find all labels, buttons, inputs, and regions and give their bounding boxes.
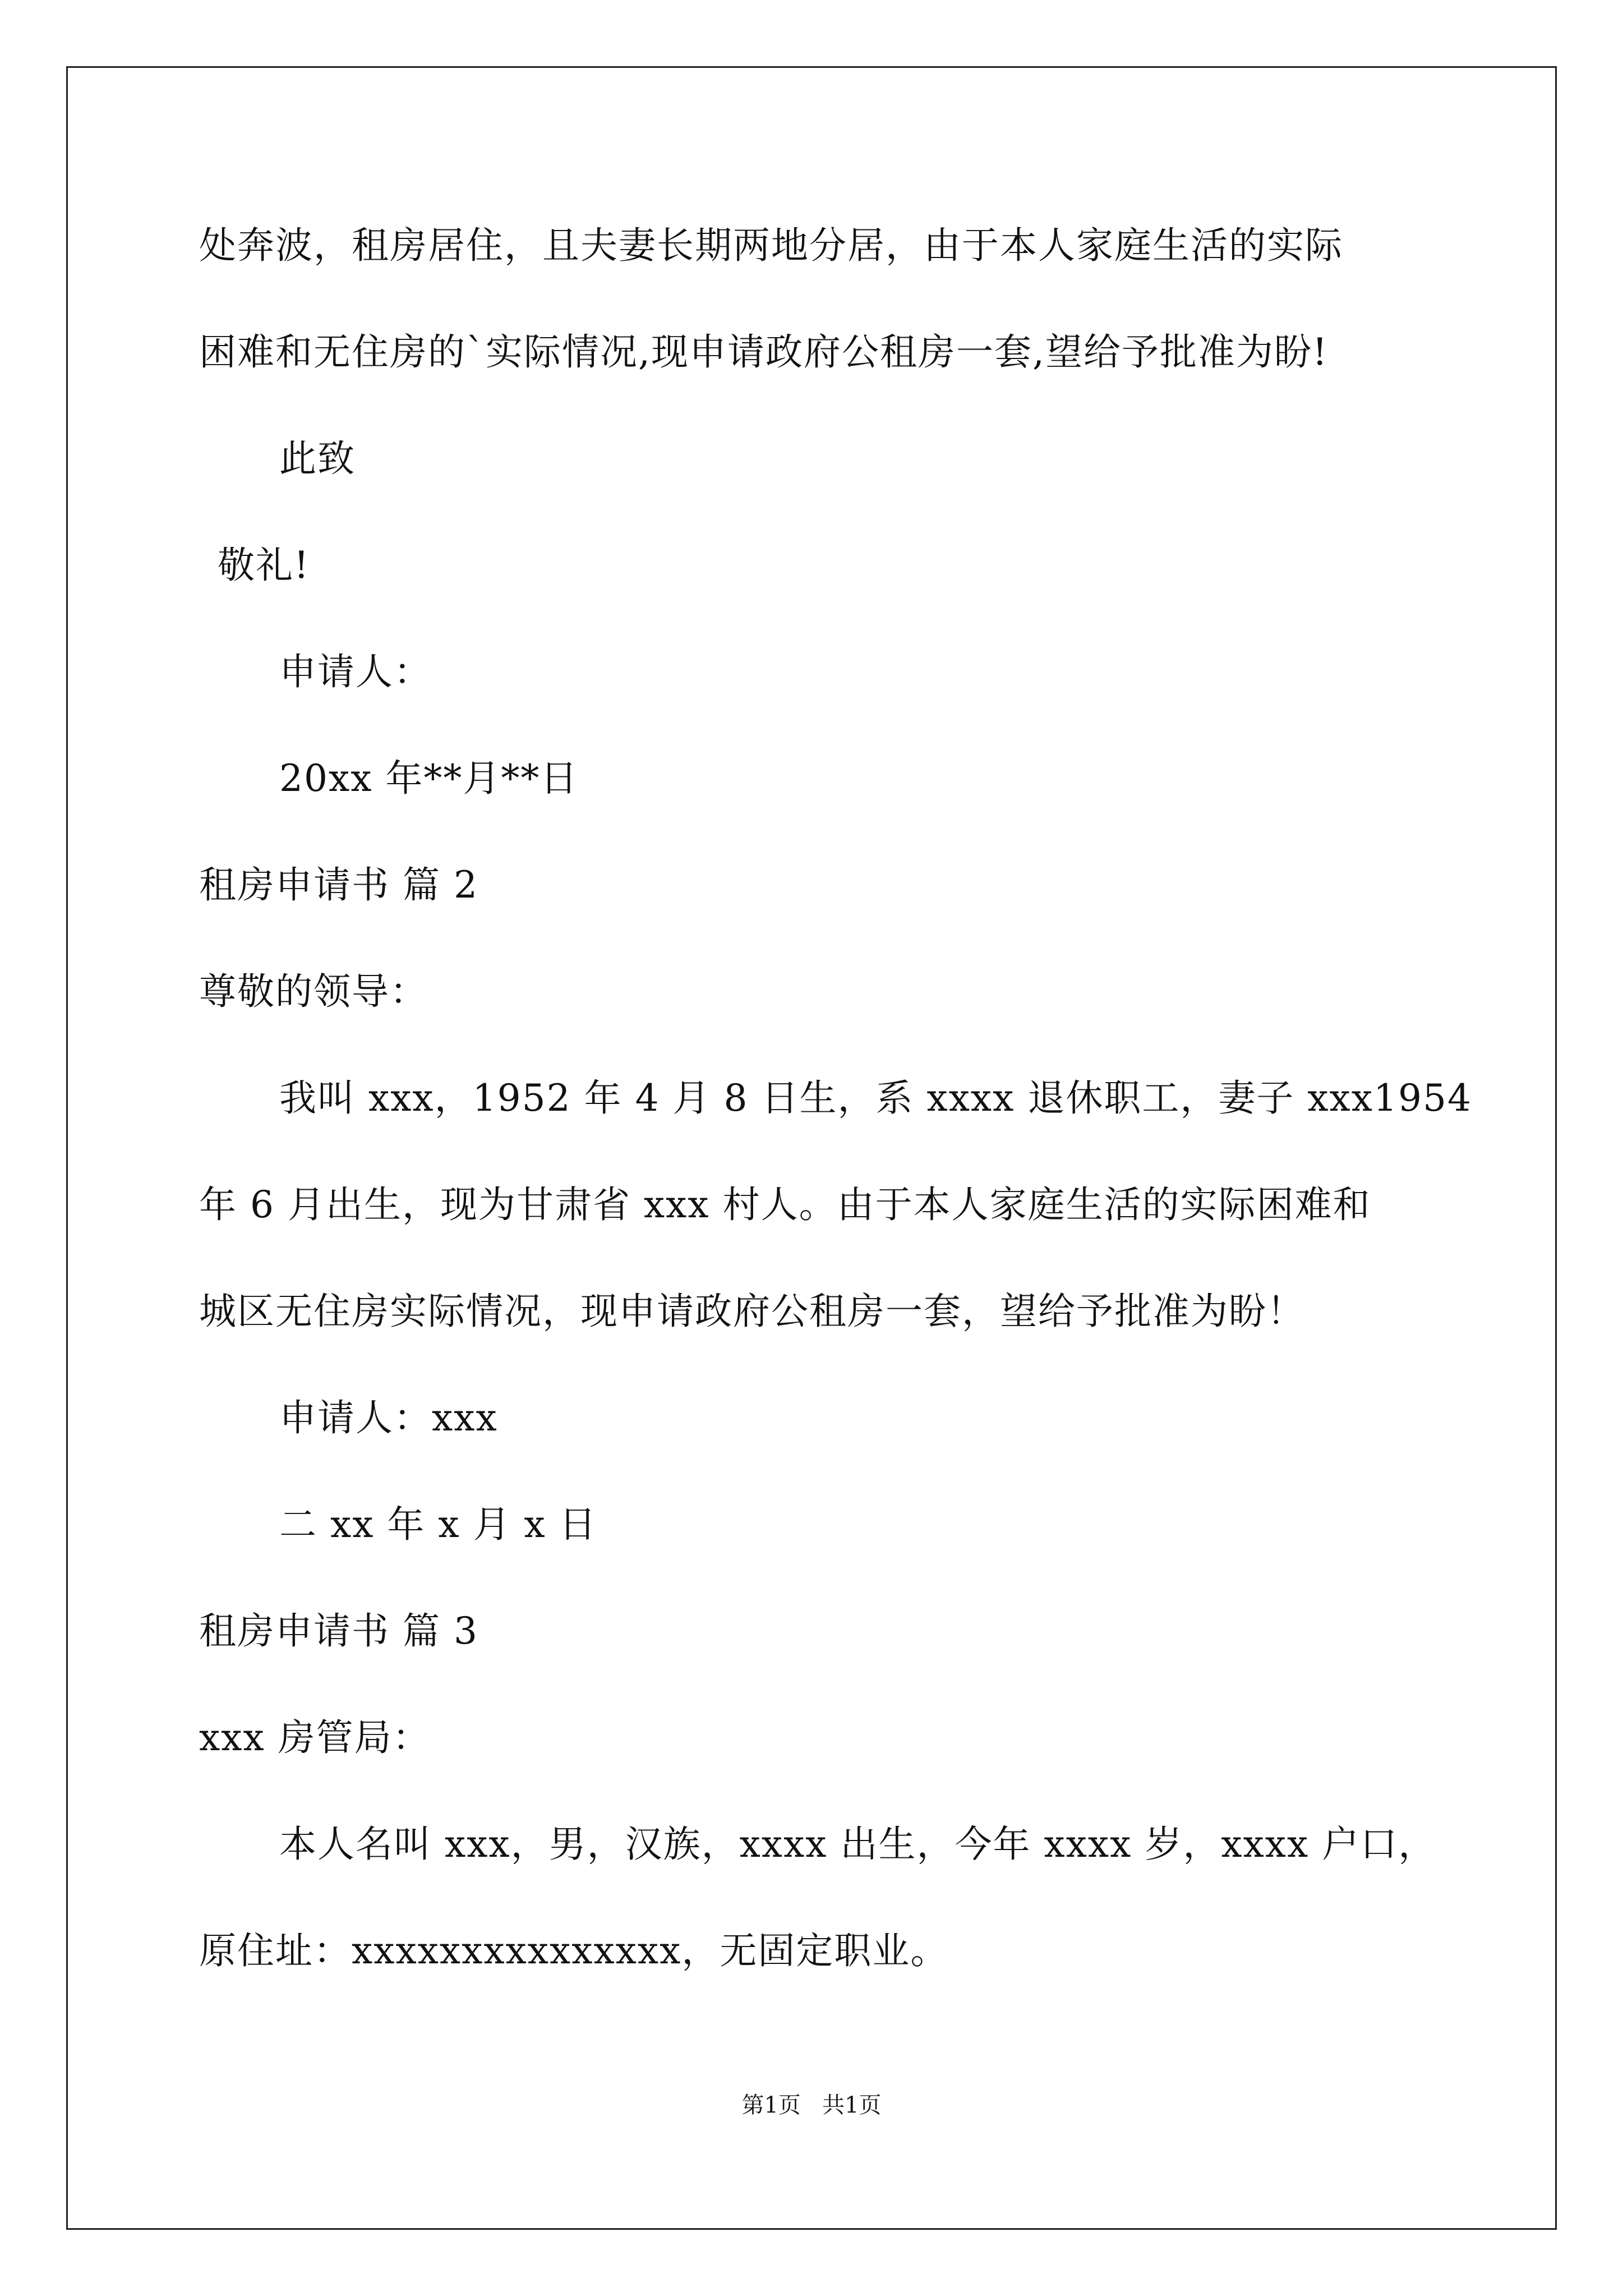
date-line: 二 xx 年 x 月 x 日 (279, 1503, 597, 1546)
paragraph-line: 我叫 xxx，1952 年 4 月 8 日生，系 xxxx 退休职工，妻子 xxx1954 (279, 1076, 1472, 1120)
paragraph-line: 本人名叫 xxx，男，汉族，xxxx 出生，今年 xxxx 岁，xxxx 户口， (279, 1823, 1437, 1866)
paragraph-line: 城区无住房实际情况，现申请政府公租房一套，望给予批准为盼！ (199, 1290, 1305, 1333)
section-heading-2: 租房申请书 篇 2 (199, 863, 478, 907)
greeting-line: 尊敬的领导： (199, 970, 428, 1013)
paragraph-line: 原住址：xxxxxxxxxxxxxxx，无固定职业。 (199, 1929, 949, 1972)
applicant-label: 申请人：xxx (279, 1396, 498, 1439)
date-line: 20xx 年**月**日 (279, 757, 579, 800)
paragraph-line: 困难和无住房的`实际情况,现申请政府公租房一套,望给予批准为盼! (199, 330, 1329, 374)
paragraph-line: 年 6 月出生，现为甘肃省 xxx 村人。由于本人家庭生活的实际困难和 (199, 1183, 1371, 1226)
closing-regards: 敬礼! (218, 544, 310, 587)
page-frame (66, 66, 1557, 2230)
page-footer: 第1页 共1页 (741, 2092, 882, 2118)
greeting-line: xxx 房管局： (199, 1716, 431, 1759)
paragraph-line: 处奔波，租房居住，且夫妻长期两地分居，由于本人家庭生活的实际 (199, 224, 1343, 267)
closing-salutation: 此致 (279, 437, 356, 480)
applicant-label: 申请人： (279, 650, 432, 693)
section-heading-3: 租房申请书 篇 3 (199, 1609, 478, 1653)
